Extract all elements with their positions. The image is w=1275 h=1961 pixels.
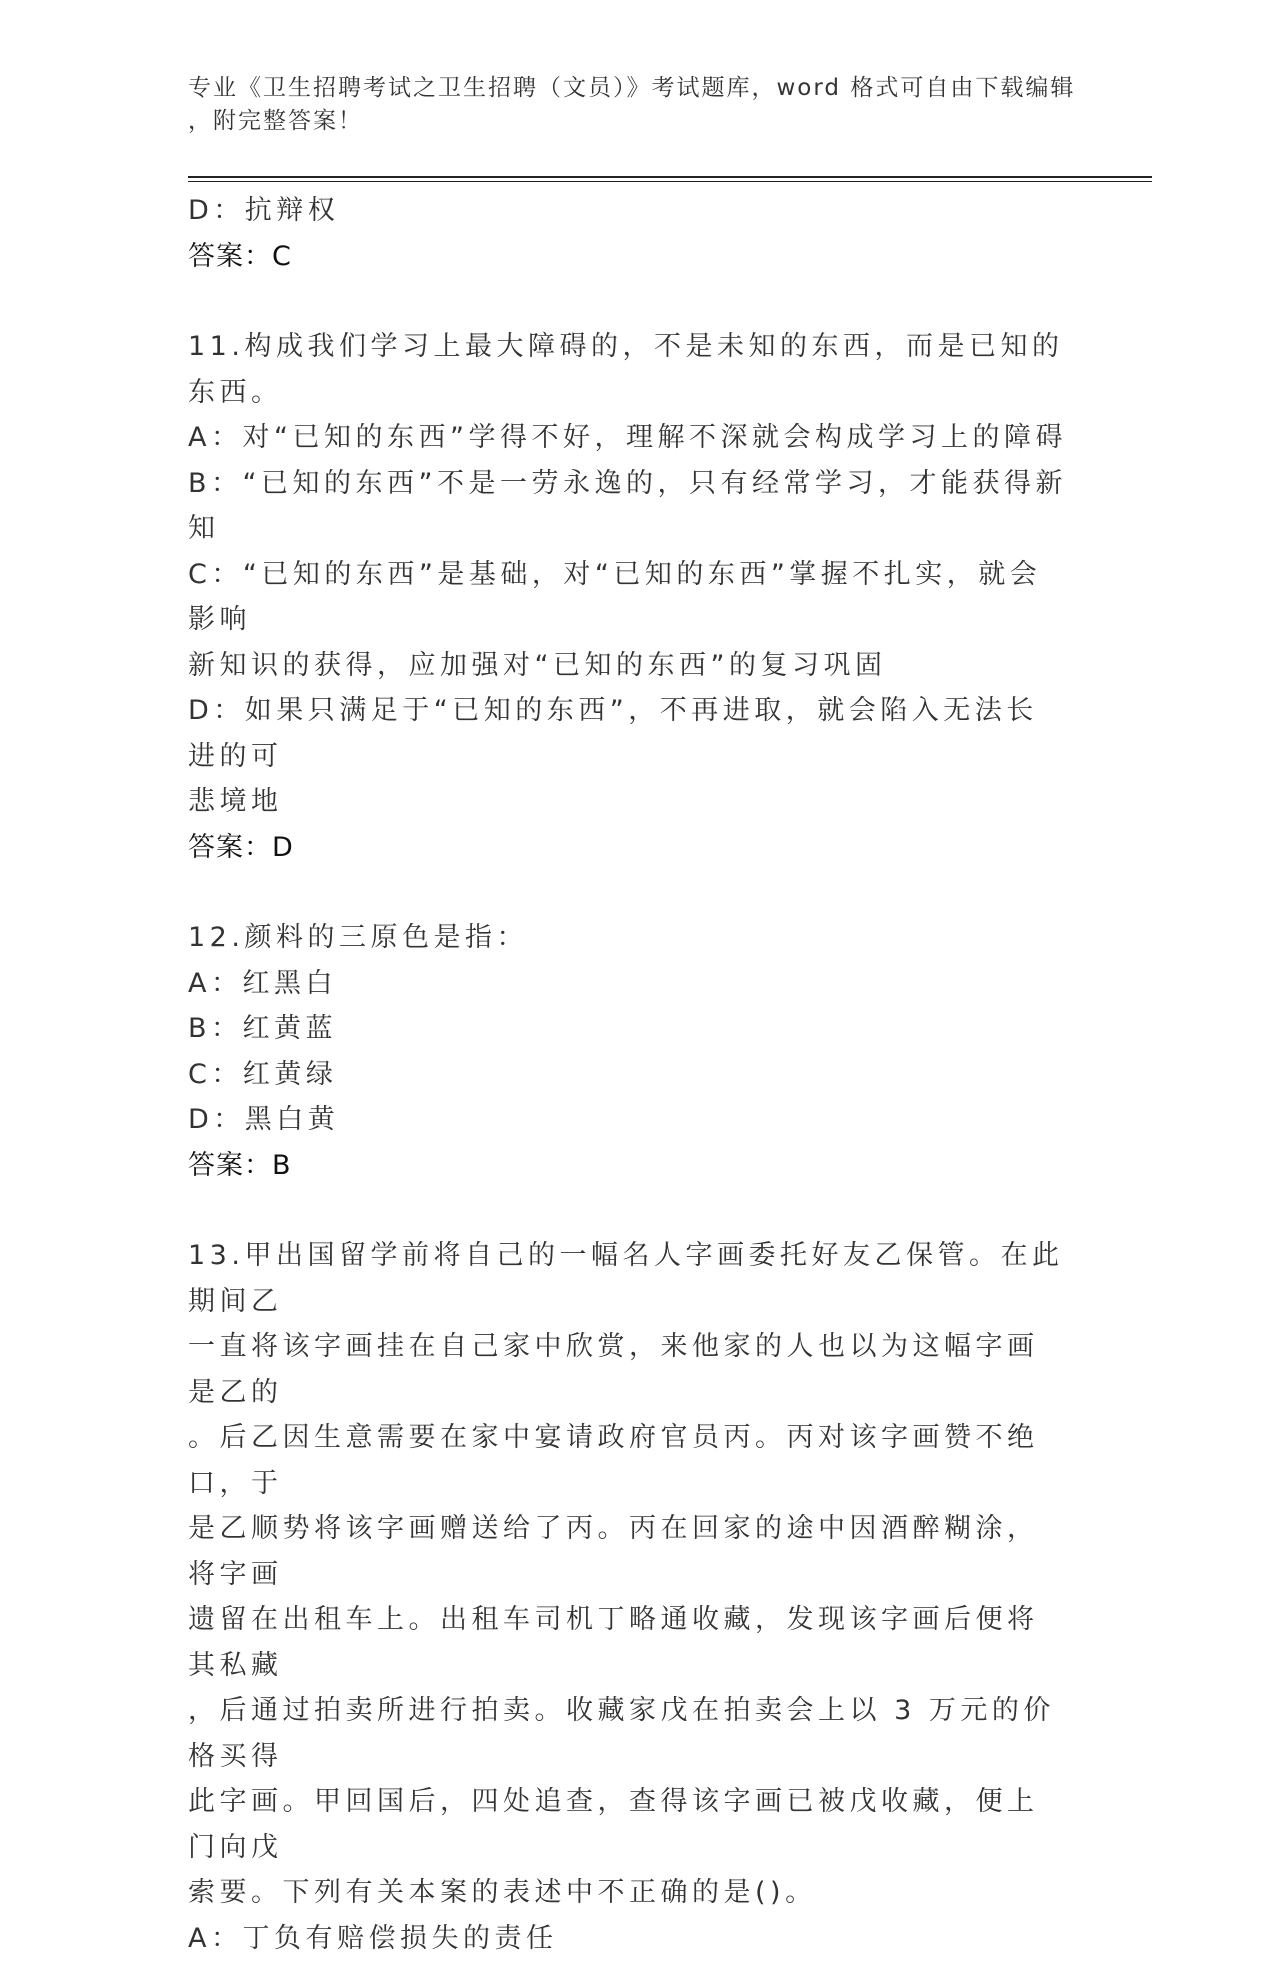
question-stem-line-6: ，后通过拍卖所进行拍卖。收藏家戊在拍卖会上以 3 万元的价格买得 <box>188 1688 1068 1779</box>
question-stem-line-2: 一直将该字画挂在自己家中欣赏，来他家的人也以为这幅字画是乙的 <box>188 1324 1068 1415</box>
header-rule-thick <box>188 176 1152 178</box>
prev-question <box>188 188 1068 279</box>
answer-line: 答案：C <box>188 234 1068 280</box>
option-d-continued: 悲境地 <box>188 779 1068 825</box>
question-13 <box>188 1233 1068 1961</box>
answer-line: 答案：D <box>188 825 1068 871</box>
question-stem-line-8: 索要。下列有关本案的表述中不正确的是()。 <box>188 1870 1068 1916</box>
question-stem-line-7: 此字画。甲回国后，四处追查，查得该字画已被戊收藏，便上门向戊 <box>188 1779 1068 1870</box>
header-line-2: ，附完整答案！ <box>188 105 1088 138</box>
question-stem-line-1: 13.甲出国留学前将自己的一幅名人字画委托好友乙保管。在此期间乙 <box>188 1233 1068 1324</box>
question-stem: 11.构成我们学习上最大障碍的，不是未知的东西，而是已知的东西。 <box>188 324 1068 415</box>
header-line-1: 专业《卫生招聘考试之卫生招聘（文员）》考试题库，word 格式可自由下载编辑 <box>188 72 1088 105</box>
option-b: B：“已知的东西”不是一劳永逸的，只有经常学习，才能获得新知 <box>188 461 1068 552</box>
option-a: A：红黑白 <box>188 961 1068 1007</box>
option-c: C：“已知的东西”是基础，对“已知的东西”掌握不扎实，就会影响 <box>188 552 1068 643</box>
question-stem-line-4: 是乙顺势将该字画赠送给了丙。丙在回家的途中因酒醉糊涂，将字画 <box>188 1506 1068 1597</box>
question-12 <box>188 915 1068 1188</box>
document-header <box>188 72 1088 138</box>
option-a: A：对“已知的东西”学得不好，理解不深就会构成学习上的障碍 <box>188 415 1068 461</box>
answer-line: 答案：B <box>188 1143 1068 1189</box>
document-body <box>188 188 1068 1961</box>
question-stem-line-5: 遗留在出租车上。出租车司机丁略通收藏，发现该字画后便将其私藏 <box>188 1597 1068 1688</box>
option-d: D：抗辩权 <box>188 188 1068 234</box>
question-stem-line-3: 。后乙因生意需要在家中宴请政府官员丙。丙对该字画赞不绝口，于 <box>188 1415 1068 1506</box>
option-c: C：红黄绿 <box>188 1052 1068 1098</box>
option-c-continued: 新知识的获得，应加强对“已知的东西”的复习巩固 <box>188 643 1068 689</box>
option-d: D：黑白黄 <box>188 1097 1068 1143</box>
question-stem: 12.颜料的三原色是指： <box>188 915 1068 961</box>
option-a: A：丁负有赔偿损失的责任 <box>188 1916 1068 1961</box>
option-d: D：如果只满足于“已知的东西”，不再进取，就会陷入无法长进的可 <box>188 688 1068 779</box>
question-11 <box>188 324 1068 870</box>
option-b: B：红黄蓝 <box>188 1006 1068 1052</box>
header-rule-thin <box>188 181 1152 182</box>
